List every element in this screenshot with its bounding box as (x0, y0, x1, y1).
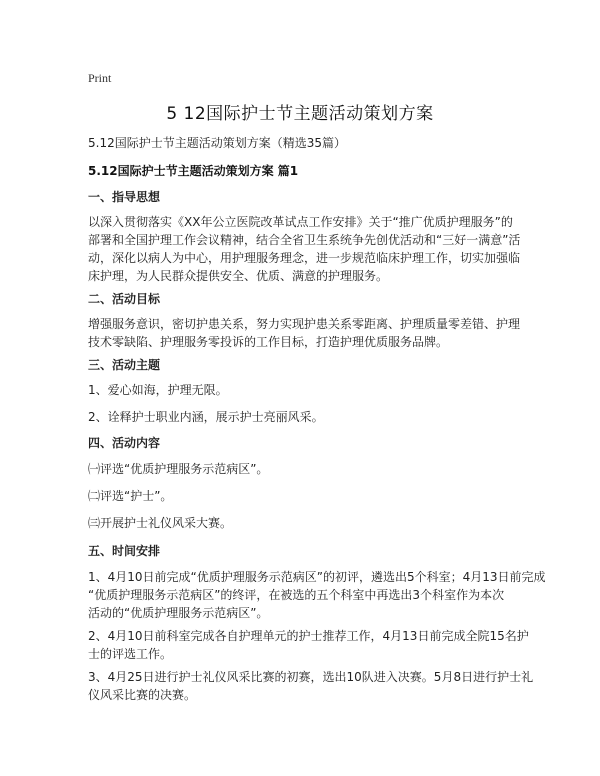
paragraph-line: 2、4月10日前科室完成各自护理单元的护士推荐工作，4月13日前完成全院15名护 (88, 629, 529, 643)
paragraph-line: 3、4月25日进行护士礼仪风采比赛的初赛，选出10队进入决赛。5月8日进行护士礼 (88, 670, 534, 684)
section-heading-activity-content: 四、活动内容 (88, 436, 161, 450)
section-heading-activity-goal: 二、活动目标 (88, 292, 161, 306)
list-item: ㈢开展护士礼仪风采大赛。 (88, 516, 233, 530)
list-item: ㈠评选“优质护理服务示范病区”。 (88, 462, 269, 476)
paragraph-line: 动，深化以病人为中心，用护理服务理念，进一步规范临床护理工作，切实加强临 (88, 251, 521, 265)
schedule-paragraph (88, 568, 546, 622)
paragraph-line: 增强服务意识，密切护患关系，努力实现护患关系零距离、护理质量零差错、护理 (88, 317, 521, 331)
section-paragraph-guiding-ideology (88, 213, 528, 285)
schedule-paragraph (88, 668, 534, 704)
document-title: 5 12国际护士节主题活动策划方案 (166, 104, 434, 124)
paragraph-line: “优质护理服务示范病区”的终评，在被选的五个科室中再选出3个科室作为本次 (88, 588, 505, 602)
section-heading-guiding-ideology: 一、指导思想 (88, 190, 161, 204)
schedule-paragraph (88, 627, 528, 663)
document-subtitle: 5.12国际护士节主题活动策划方案（精选35篇） (88, 136, 346, 150)
paragraph-line: 以深入贯彻落实《XX年公立医院改革试点工作安排》关于“推广优质护理服务”的 (88, 215, 513, 229)
section-paragraph-activity-goal (88, 315, 528, 351)
paragraph-line: 1、4月10日前完成“优质护理服务示范病区”的初评，遴选出5个科室；4月13日前完成 (88, 570, 546, 584)
paragraph-line: 仪风采比赛的决赛。 (88, 688, 197, 702)
list-item: ㈡评选“护士”。 (88, 489, 173, 503)
paragraph-line: 床护理，为人民群众提供安全、优质、满意的护理服务。 (88, 269, 389, 283)
paragraph-line: 士的评选工作。 (88, 647, 173, 661)
section-heading-activity-theme: 三、活动主题 (88, 358, 161, 372)
print-label[interactable]: Print (88, 71, 112, 85)
list-item: 1、爱心如海，护理无限。 (88, 383, 228, 397)
article-title: 5.12国际护士节主题活动策划方案 篇1 (88, 164, 299, 178)
paragraph-line: 部署和全国护理工作会议精神，结合全省卫生系统争先创优活动和“三好一满意”活 (88, 233, 521, 247)
paragraph-line: 活动的“优质护理服务示范病区”。 (88, 606, 269, 620)
list-item: 2、诠释护士职业内涵，展示护士亮丽风采。 (88, 410, 324, 424)
section-heading-schedule: 五、时间安排 (88, 544, 161, 558)
paragraph-line: 技术零缺陷、护理服务零投诉的工作目标，打造护理优质服务品牌。 (88, 335, 449, 349)
